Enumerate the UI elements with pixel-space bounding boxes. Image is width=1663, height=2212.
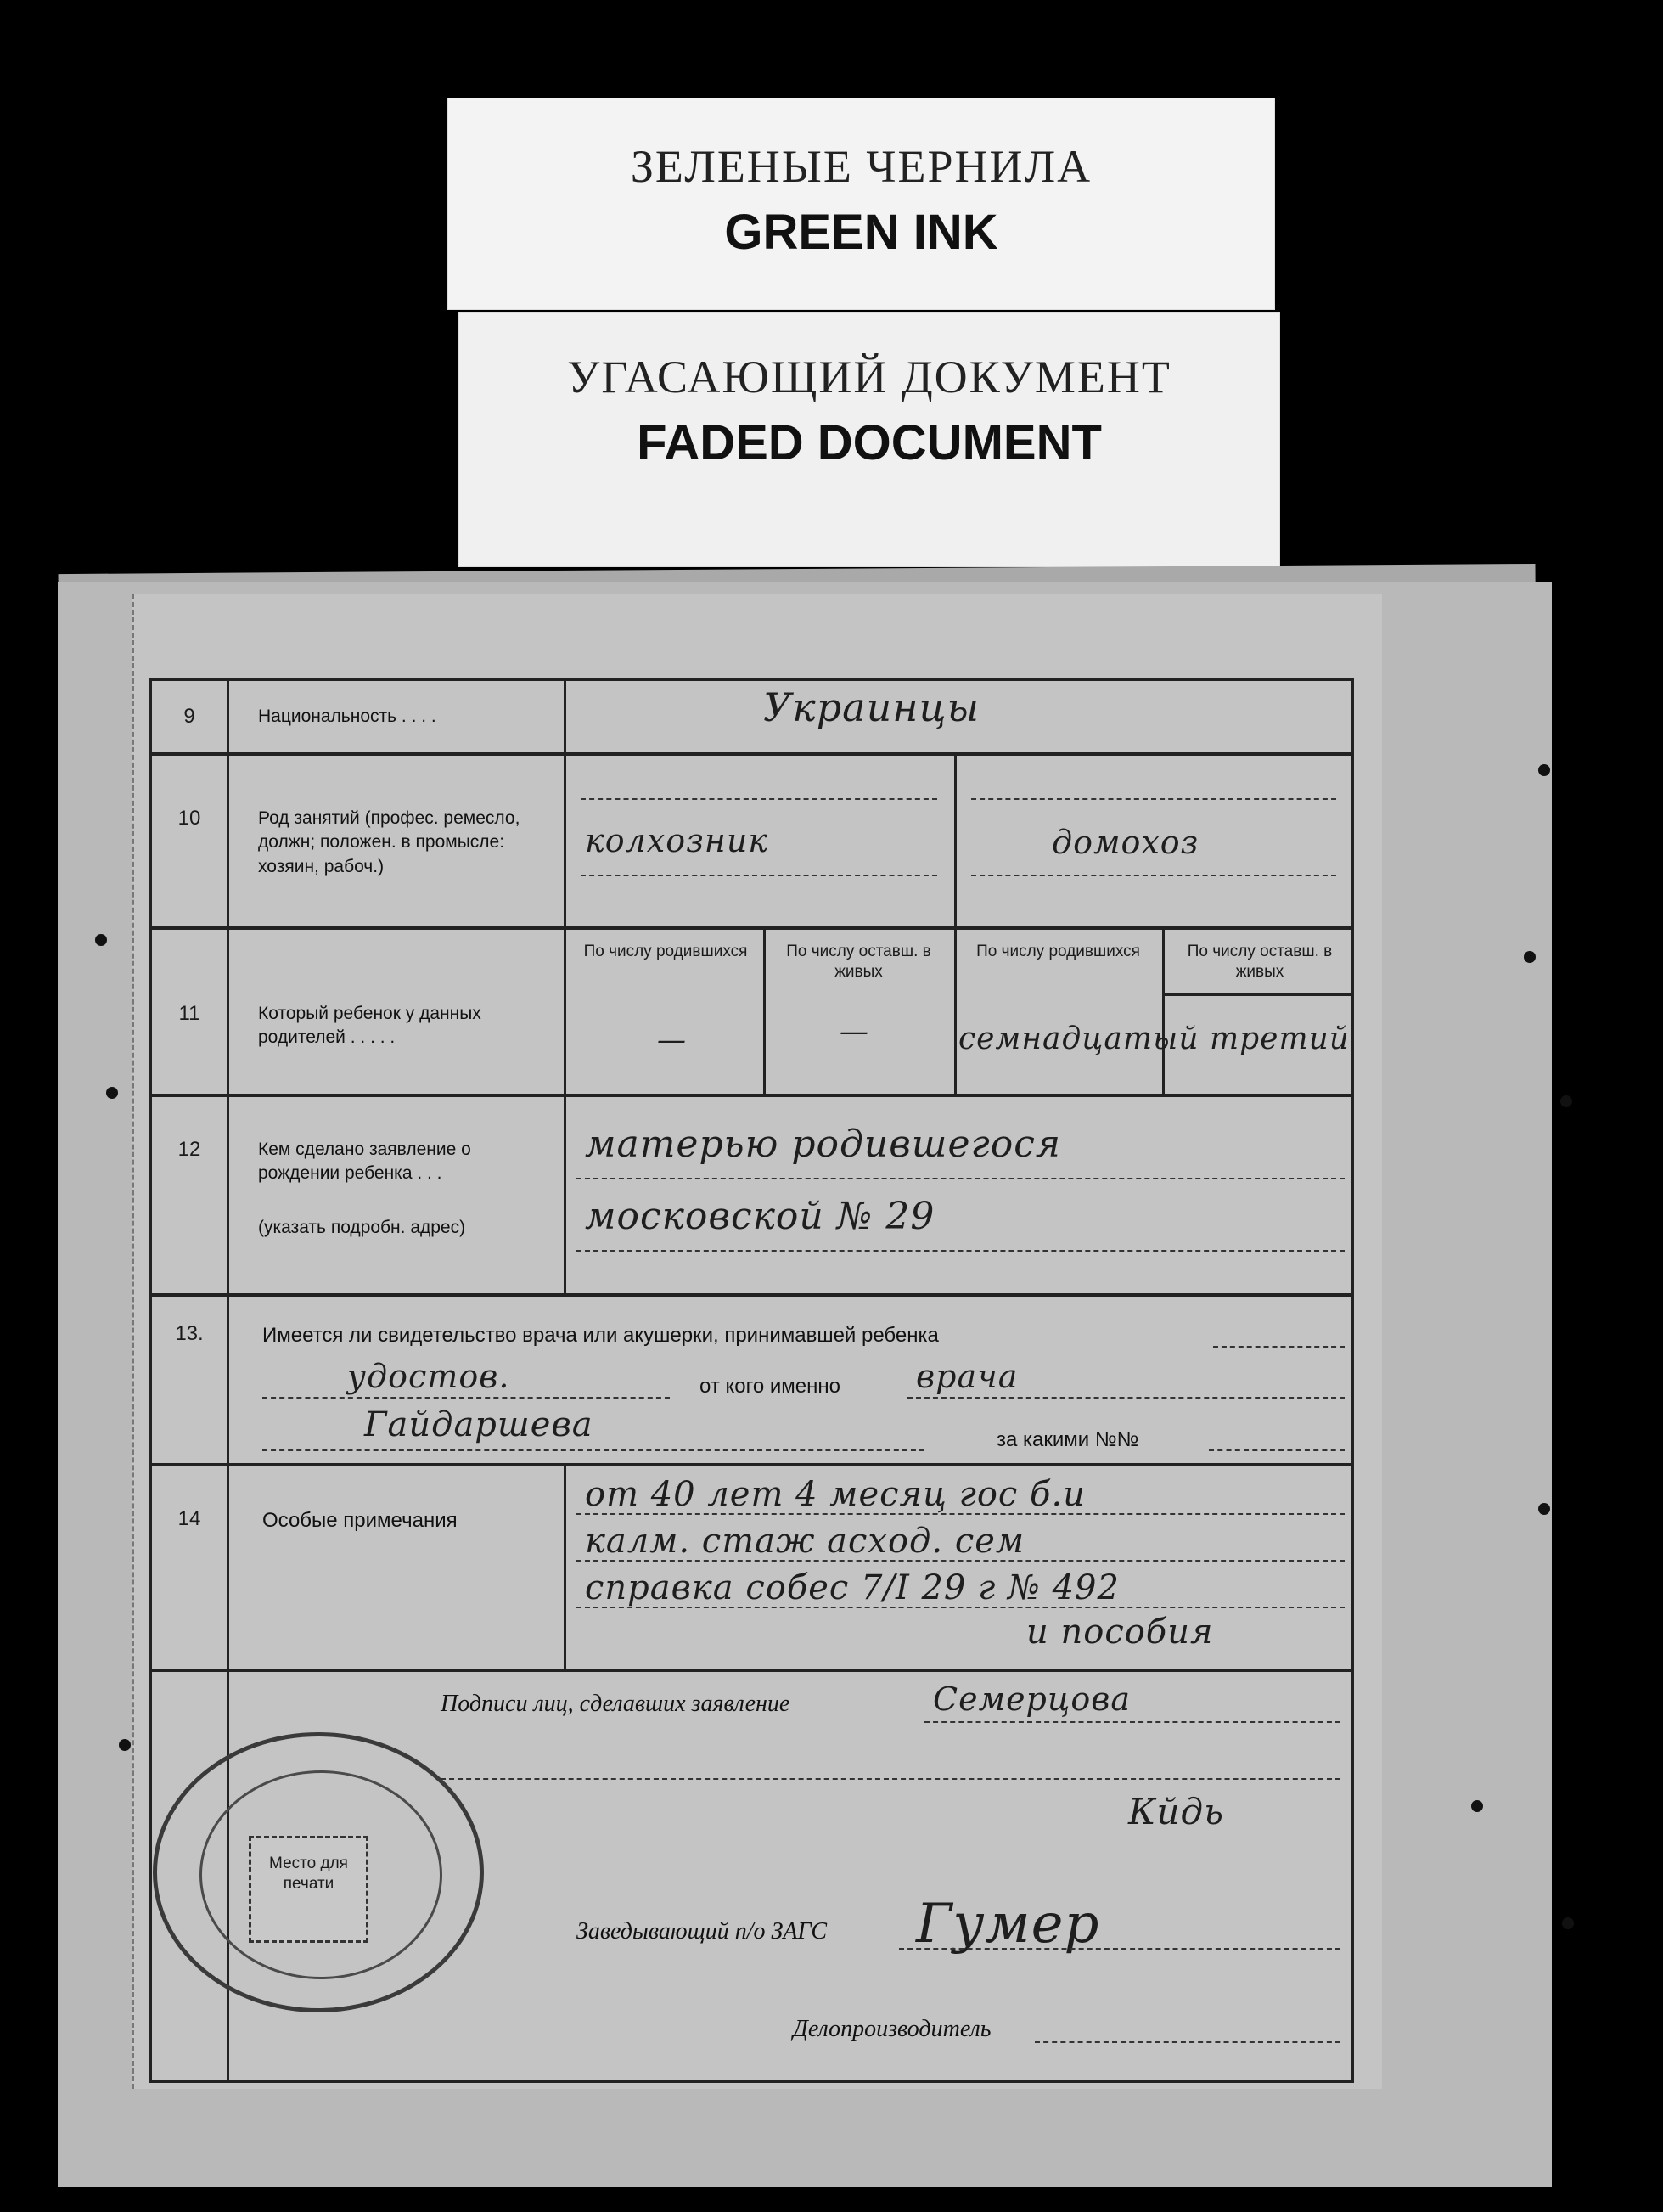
punch-hole	[119, 1739, 131, 1751]
entry-line	[576, 1250, 1345, 1252]
special-notes-label: Особые примечания	[262, 1509, 458, 1532]
special-note-line: и пособия	[1026, 1613, 1214, 1652]
entry-line	[1209, 1449, 1345, 1451]
punch-hole	[1538, 1503, 1550, 1515]
punch-hole	[95, 934, 107, 946]
entry-line	[581, 798, 937, 800]
special-note-line: калм. стаж асход. сем	[585, 1522, 1025, 1561]
which-numbers-label: за какими №№	[997, 1428, 1139, 1451]
punch-hole	[1524, 951, 1536, 963]
green-ink-notice	[447, 98, 1275, 310]
row-number: 12	[177, 1138, 201, 1161]
entry-line	[262, 1397, 670, 1399]
row-nationality	[152, 681, 1351, 756]
row-number: 10	[177, 807, 201, 830]
certificate-answer: удостов.	[347, 1358, 510, 1395]
row-child-order	[152, 930, 1351, 1097]
col-born-2: По числу родившихся	[976, 943, 1140, 960]
row-occupation	[152, 756, 1351, 930]
entry-line	[262, 1449, 924, 1451]
entry-line	[581, 875, 937, 876]
punch-hole	[1471, 1800, 1483, 1812]
applicant-signature: Семерцова	[933, 1680, 1132, 1718]
from-whom-label: от кого именно	[699, 1375, 840, 1398]
applicant-value: матерью родившегося	[585, 1123, 1062, 1166]
punch-hole	[1562, 1917, 1574, 1929]
signature-line	[1035, 2041, 1340, 2043]
certificate-question: Имеется ли свидетельство врача или акушерки, принимавшей ребенка	[262, 1324, 939, 1347]
signature-line	[924, 1721, 1340, 1723]
punch-hole	[1538, 764, 1550, 776]
head-signature: Гумер	[916, 1893, 1100, 1956]
faded-document-notice	[458, 312, 1280, 567]
seal-text: Место для печати	[269, 1855, 348, 1893]
column-divider	[763, 930, 766, 1094]
special-note-line: справка собес 7/I 29 г № 492	[585, 1568, 1120, 1607]
child-order-value: семнадцатый третий	[958, 1022, 1350, 1056]
green-ink-ru: ЗЕЛЕНЫЕ ЧЕРНИЛА	[630, 141, 1093, 192]
signature-line	[441, 1778, 1340, 1780]
row-number: 14	[177, 1507, 201, 1530]
entry-line	[576, 1560, 1345, 1562]
applicants-label: Подписи лиц, сделавших заявление	[441, 1691, 790, 1717]
entry-line	[576, 1178, 1345, 1179]
row-applicant	[152, 1097, 1351, 1297]
entry-line	[907, 1397, 1345, 1399]
column-divider	[564, 1466, 566, 1669]
entry-line	[971, 798, 1336, 800]
col-alive-2: По числу оставш. в живых	[1187, 943, 1333, 981]
faded-doc-en: FADED DOCUMENT	[637, 415, 1102, 470]
entry-line	[576, 1607, 1345, 1608]
seal-placeholder	[249, 1836, 368, 1943]
punch-hole	[106, 1087, 118, 1099]
nationality-label: Национальность . . . .	[258, 706, 436, 726]
occupation-label: Род занятий (профес. ремесло, должн; положен. в промысле: хозяин, рабоч.)	[258, 808, 520, 876]
entry-line	[1213, 1346, 1345, 1348]
nationality-value: Украинцы	[763, 684, 980, 730]
certificate-who: врача	[916, 1358, 1019, 1395]
row-number: 9	[183, 705, 195, 728]
entry-line	[576, 1513, 1345, 1515]
signature-scrawl: Кйдь	[1128, 1791, 1225, 1832]
column-divider	[954, 930, 957, 1094]
special-note-line: от 40 лет 4 месяц гос б.и	[585, 1475, 1086, 1514]
entry-line	[971, 875, 1336, 876]
col-born-1: По числу родившихся	[583, 943, 748, 960]
clerk-label: Делопроизводитель	[793, 2016, 992, 2042]
col-alive-1: По числу оставш. в живых	[786, 943, 931, 981]
head-label: Заведывающий п/о ЗАГС	[576, 1918, 828, 1945]
row-special-notes	[152, 1466, 1351, 1672]
header-rule	[1162, 993, 1353, 996]
punch-hole	[1560, 1095, 1572, 1107]
signature-line	[899, 1948, 1340, 1950]
column-divider	[1162, 930, 1165, 1094]
born-count-1: —	[657, 1023, 687, 1057]
certificate-who-2: Гайдаршева	[364, 1405, 593, 1444]
address-value: московской № 29	[585, 1195, 935, 1238]
applicant-label: Кем сделано заявление о рождении ребенка . . .	[258, 1140, 471, 1184]
mother-occupation: домохоз	[1052, 824, 1199, 861]
address-label: (указать подробн. адрес)	[258, 1218, 466, 1237]
green-ink-en: GREEN INK	[724, 205, 998, 260]
faded-doc-ru: УГАСАЮЩИЙ ДОКУМЕНТ	[567, 352, 1171, 402]
row-number: 13.	[175, 1322, 204, 1345]
child-order-label: Который ребенок у данных родителей . . . . .	[258, 1004, 481, 1048]
row-number: 11	[178, 1002, 200, 1025]
column-divider	[954, 756, 957, 926]
alive-count-1: —	[840, 1015, 869, 1049]
row-certificate	[152, 1297, 1351, 1466]
father-occupation: колхозник	[585, 822, 768, 859]
